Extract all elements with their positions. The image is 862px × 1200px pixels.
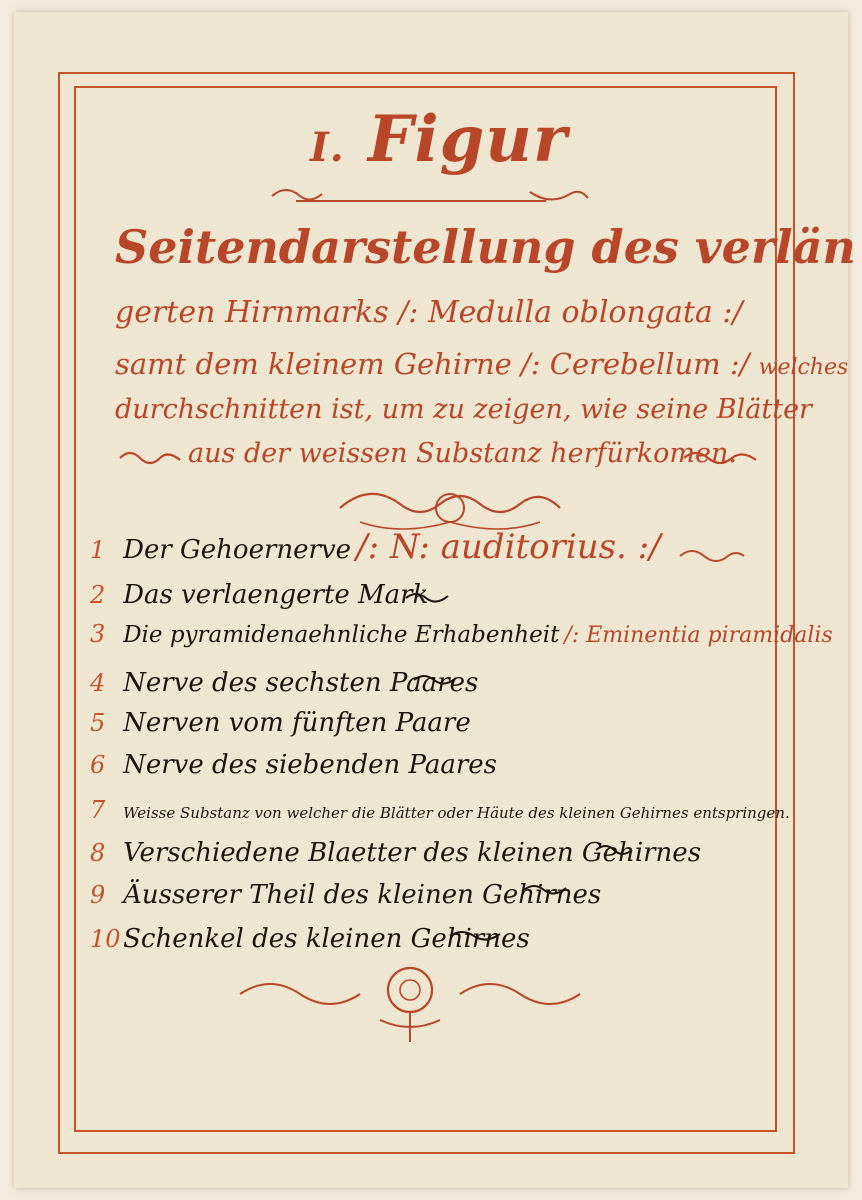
item-number: 1 (90, 536, 106, 564)
item-latin: /: N: auditorius. :/ (356, 527, 661, 567)
item-text: Schenkel des kleinen Gehirnes (123, 924, 530, 954)
item-number: 5 (90, 709, 106, 737)
item-number: 9 (90, 881, 106, 909)
list-item (90, 582, 428, 608)
title-flourish (270, 182, 590, 206)
heading-line-5: aus der weissen Substanz herfürkomen. (188, 438, 737, 469)
heading-line-1: Seitendarstellung des verlän (115, 220, 856, 274)
heading-line-3-end: welches (758, 355, 849, 380)
item-text: Weisse Substanz von welcher die Blätter oder Häute des kleinen Gehirnes entspringen. (123, 804, 790, 822)
item-number: 2 (90, 581, 106, 609)
item-text: Äusserer Theil des kleinen Gehirnes (123, 880, 602, 910)
heading-line-2-german: gerten Hirnmarks (115, 295, 389, 330)
item-flourish (412, 670, 462, 690)
item-flourish (404, 588, 454, 608)
item-number: 10 (90, 925, 121, 953)
list-item (90, 622, 833, 647)
figure-title (310, 102, 568, 177)
heading-line-3 (115, 347, 849, 381)
item-text: Verschiedene Blaetter des kleinen Gehirnes (123, 838, 702, 868)
list-item (90, 798, 790, 822)
item-flourish (522, 880, 572, 900)
list-item (90, 752, 497, 778)
item-flourish (448, 926, 508, 946)
heading-line-2-latin: /: Medulla oblongata :/ (398, 295, 743, 330)
title-numeral: I. (310, 124, 345, 171)
heading-line-4: durchschnitten ist, um zu zeigen, wie seine Blätter (115, 394, 812, 425)
list-item (90, 710, 471, 736)
item-text: Nerve des sechsten Paares (123, 668, 479, 698)
item-number: 3 (90, 620, 106, 648)
heading-line-3-latin: /: Cerebellum :/ (521, 347, 750, 381)
heading-line-3-german: samt dem kleinem Gehirne (115, 347, 512, 381)
heading-line-2 (115, 295, 743, 330)
item-flourish (594, 840, 634, 860)
item-latin: /: Eminentia piramidalis (564, 623, 833, 648)
item-text: Nerve des siebenden Paares (123, 750, 497, 780)
item-text: Die pyramidenaehnliche Erhabenheit (123, 622, 560, 648)
list-item (90, 527, 661, 567)
item-number: 4 (90, 669, 106, 697)
heading-flourish-right (680, 446, 760, 472)
item-number: 7 (90, 796, 106, 824)
item-flourish (676, 544, 746, 570)
bottom-ornament (230, 960, 590, 1050)
item-number: 6 (90, 751, 106, 779)
item-number: 8 (90, 839, 106, 867)
heading-flourish-left (116, 444, 186, 470)
item-text: Das verlaengerte Mark (123, 580, 429, 610)
title-word: Figur (367, 102, 568, 177)
item-text: Der Gehoernerve (123, 535, 352, 565)
item-text: Nerven vom fünften Paare (123, 708, 471, 738)
